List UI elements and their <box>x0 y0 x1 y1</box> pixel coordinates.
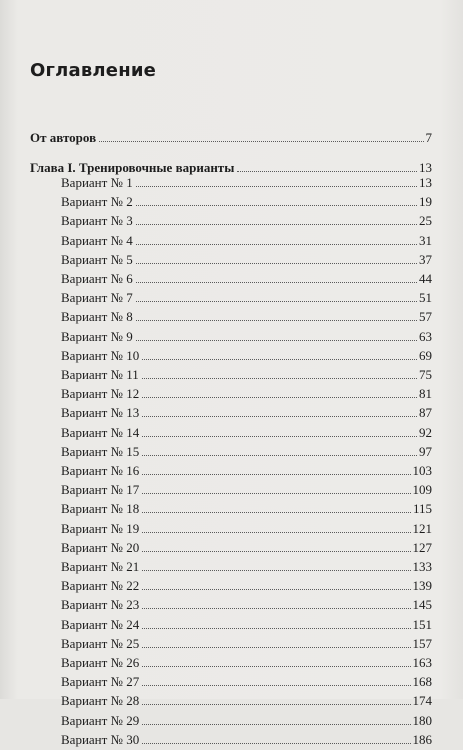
toc-entry-label: Вариант № 20 <box>61 539 140 555</box>
toc-entry-page: 37 <box>419 251 432 267</box>
toc-entry-page: 69 <box>419 347 432 363</box>
toc-entry-variant <box>61 480 432 500</box>
toc-entry-label: Вариант № 18 <box>61 501 140 517</box>
dot-leader <box>142 666 410 667</box>
dot-leader <box>136 224 417 225</box>
dot-leader <box>142 589 410 590</box>
toc-entry-variant <box>61 519 432 539</box>
toc-entry-label: Вариант № 27 <box>61 674 140 690</box>
dot-leader <box>136 263 417 264</box>
dot-leader <box>136 282 417 283</box>
toc-entry-label: Вариант № 28 <box>61 693 140 709</box>
toc-entry-variant <box>61 307 432 327</box>
toc-entry-page: 81 <box>419 386 432 402</box>
toc-entry-page: 7 <box>425 130 432 145</box>
dot-leader <box>136 320 417 321</box>
toc-entry-label: Вариант № 13 <box>61 405 140 421</box>
toc-entry-label: Вариант № 26 <box>61 655 140 670</box>
toc-entry-label: Вариант № 12 <box>61 386 140 402</box>
dot-leader <box>142 570 410 571</box>
dot-leader <box>142 455 417 456</box>
toc-entry-page: 87 <box>419 405 432 421</box>
toc-entry-label: Вариант № 16 <box>61 463 140 478</box>
dot-leader <box>136 301 417 302</box>
toc-entry-variant <box>61 538 432 558</box>
toc-entry-page: 139 <box>412 578 432 594</box>
toc-entry-page: 145 <box>412 597 432 613</box>
toc-entry-page: 25 <box>419 213 432 229</box>
dot-leader <box>142 685 410 686</box>
dot-leader <box>136 205 417 206</box>
dot-leader <box>136 186 417 187</box>
toc-entry-page: 103 <box>412 463 432 478</box>
toc-entry-variant <box>61 576 432 596</box>
toc-entry-label: Вариант № 8 <box>61 309 133 325</box>
toc-entry-label: Вариант № 19 <box>61 520 140 536</box>
toc-entry-label: Вариант № 5 <box>61 251 133 267</box>
toc-entry-page: 121 <box>412 520 432 536</box>
dot-leader <box>142 724 410 725</box>
toc-entry-label: Вариант № 6 <box>61 271 133 286</box>
dot-leader <box>136 244 417 245</box>
toc-entry-page: 44 <box>419 271 432 286</box>
toc-entry-label: Вариант № 23 <box>61 597 140 613</box>
toc-entry-variant <box>61 461 432 481</box>
dot-leader <box>142 704 410 705</box>
dot-leader <box>142 512 411 513</box>
dot-leader <box>142 743 410 744</box>
toc-entry-page: 168 <box>412 674 432 690</box>
toc-entry-label: Вариант № 17 <box>61 482 140 498</box>
toc-entry-variant <box>61 327 432 347</box>
dot-leader <box>142 378 417 379</box>
toc-entry-variant <box>61 730 432 750</box>
toc-entry-page: 127 <box>412 539 432 555</box>
toc-entry-page: 97 <box>419 443 432 459</box>
toc-entry-variant <box>61 653 432 673</box>
toc-entry-label: Вариант № 3 <box>61 213 133 229</box>
dot-leader <box>142 608 410 609</box>
dot-leader <box>142 397 417 398</box>
dot-leader <box>142 416 417 417</box>
toc-entry-page: 174 <box>412 693 432 709</box>
toc-entry-page: 186 <box>412 731 432 747</box>
dot-leader <box>99 141 423 142</box>
toc-entry-label: Вариант № 25 <box>61 635 140 651</box>
dot-leader <box>142 628 410 629</box>
toc-entry-variant <box>61 595 432 615</box>
toc-entry-page: 13 <box>419 175 432 190</box>
toc-entry-label: Глава I. Тренировочные варианты <box>30 160 235 175</box>
toc-entry-label: Вариант № 1 <box>61 175 133 190</box>
toc-entry-variant <box>61 557 432 577</box>
toc-entry-variant <box>61 442 432 462</box>
toc-entry-page: 157 <box>412 635 432 651</box>
toc-entry-variant <box>61 615 432 635</box>
toc-entry-page: 63 <box>419 328 432 344</box>
toc-entry-page: 115 <box>412 501 432 517</box>
toc-entry-variant <box>61 288 432 308</box>
toc-entry-variant <box>61 250 432 270</box>
toc-entry-label: Вариант № 30 <box>61 731 140 747</box>
dot-leader <box>142 493 410 494</box>
toc-entry-variant <box>61 269 432 289</box>
dot-leader <box>142 359 417 360</box>
dot-leader <box>142 551 410 552</box>
toc-entry-page: 75 <box>419 367 432 382</box>
toc-entry-label: Вариант № 10 <box>61 347 140 363</box>
toc-entry-page: 180 <box>412 712 432 728</box>
toc-entry-variant <box>61 365 432 385</box>
dot-leader <box>142 474 410 475</box>
toc-entry-variant <box>61 192 432 212</box>
toc-entry-variant <box>61 403 432 423</box>
dot-leader <box>142 532 410 533</box>
toc-entry-label: Вариант № 7 <box>61 290 133 306</box>
page-title: Оглавление <box>30 60 157 81</box>
toc-entry-page: 57 <box>419 309 432 325</box>
toc-entry-label: Вариант № 14 <box>61 424 140 440</box>
toc-entry-page: 51 <box>419 290 432 306</box>
toc-entry-label: Вариант № 22 <box>61 578 140 594</box>
toc-entry-page: 13 <box>419 160 432 175</box>
toc-entry-page: 92 <box>419 424 432 440</box>
toc-entry-authors <box>30 128 432 148</box>
toc-entry-label: От авторов <box>30 130 97 145</box>
toc-entry-variant <box>61 423 432 443</box>
dot-leader <box>136 340 417 341</box>
toc-entry-variant <box>61 211 432 231</box>
toc-entry-variant <box>61 672 432 692</box>
toc-entry-page: 19 <box>419 194 432 210</box>
toc-entry-page: 31 <box>419 232 432 248</box>
toc-entry-variant <box>61 231 432 251</box>
toc-entry-label: Вариант № 29 <box>61 712 140 728</box>
toc-entry-variant <box>61 173 432 193</box>
toc-entry-variant <box>61 499 432 519</box>
toc-entry-label: Вариант № 15 <box>61 443 140 459</box>
toc-entry-variant <box>61 346 432 366</box>
toc-entry-page: 109 <box>412 482 432 498</box>
toc-entry-page: 163 <box>412 655 432 670</box>
toc-entry-label: Вариант № 4 <box>61 232 133 248</box>
toc-entry-label: Вариант № 9 <box>61 328 133 344</box>
toc-entry-variant <box>61 384 432 404</box>
toc-entry-variant <box>61 711 432 731</box>
toc-entry-variant <box>61 634 432 654</box>
toc-entry-page: 151 <box>412 616 432 632</box>
toc-entry-label: Вариант № 24 <box>61 616 140 632</box>
dot-leader <box>142 647 410 648</box>
toc-entry-label: Вариант № 21 <box>61 559 140 574</box>
toc-entry-variant <box>61 691 432 711</box>
toc-entry-label: Вариант № 2 <box>61 194 133 210</box>
dot-leader <box>237 171 417 172</box>
toc-entry-page: 133 <box>412 559 432 574</box>
dot-leader <box>142 436 417 437</box>
toc-entry-label: Вариант № 11 <box>61 367 139 382</box>
